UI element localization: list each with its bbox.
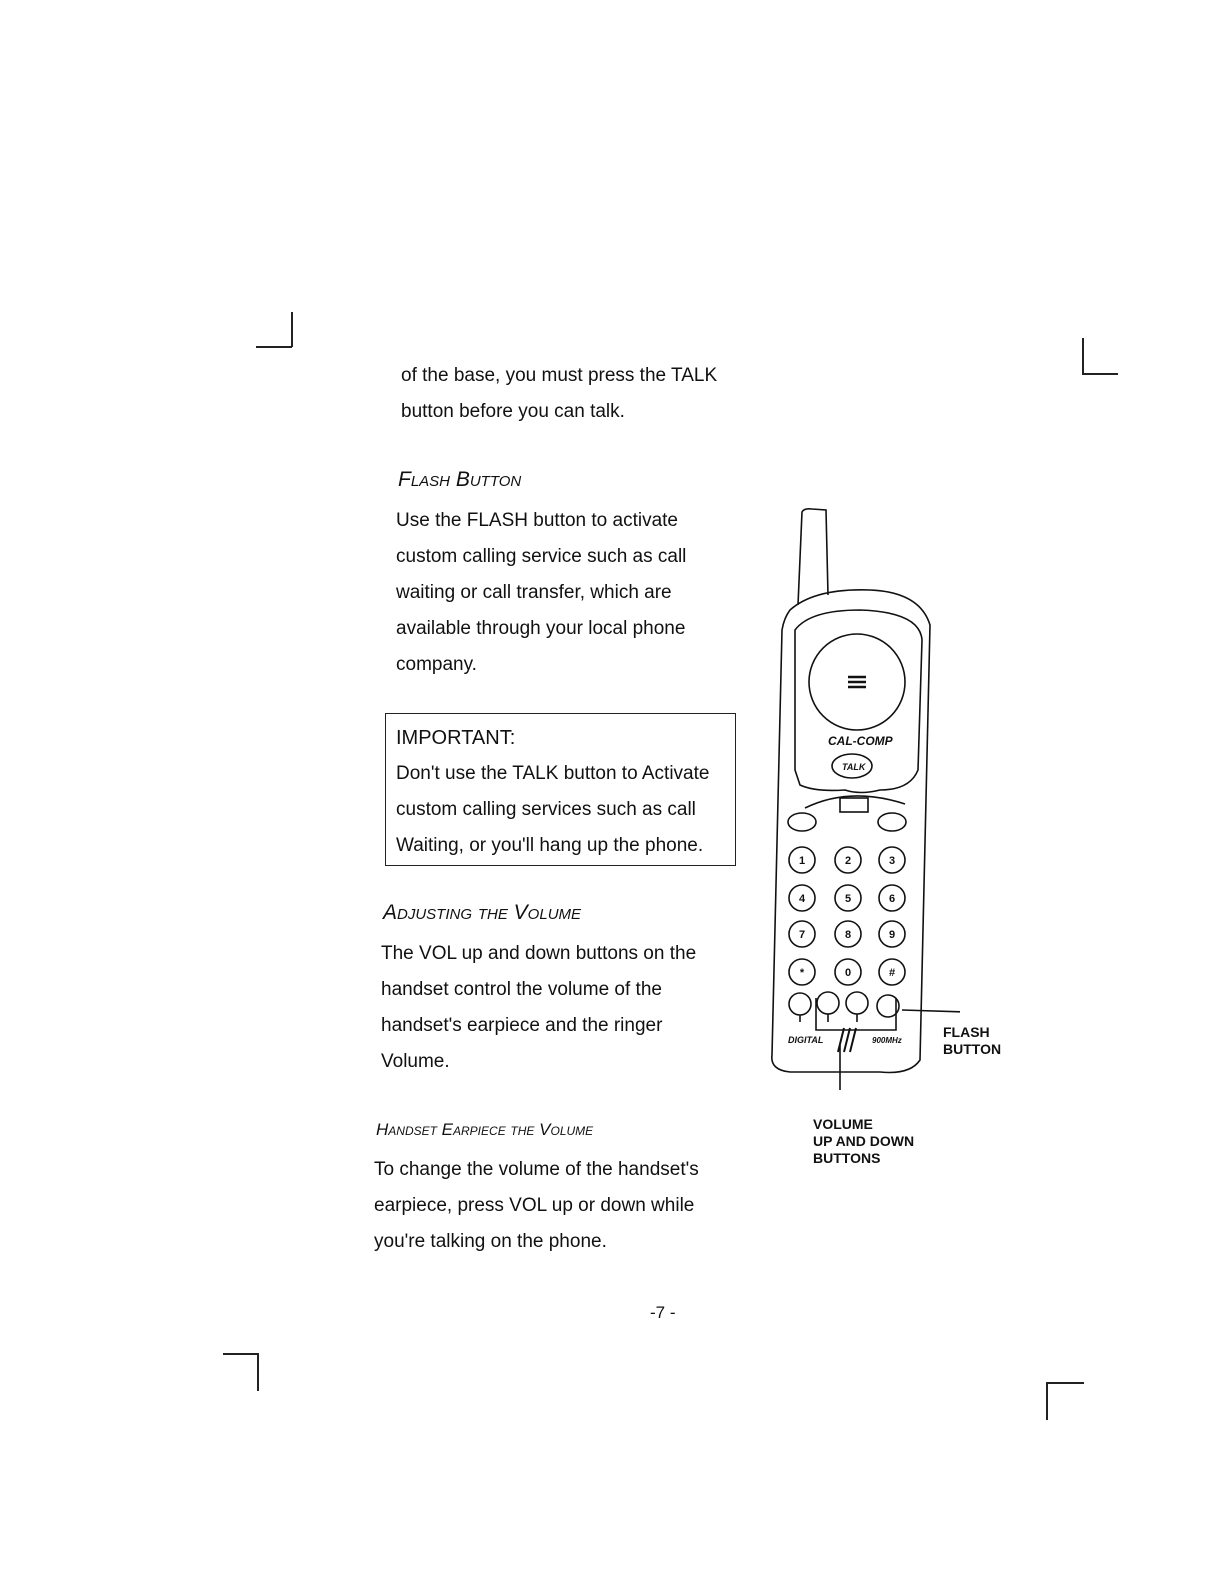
- flash-line: available through your local phone: [396, 618, 686, 639]
- volume-callout: [813, 1116, 914, 1167]
- crop-mark-top-right: [1082, 338, 1084, 374]
- keypad-key-label: 3: [888, 855, 896, 867]
- earpiece-line: you're talking on the phone.: [374, 1231, 607, 1252]
- keypad-key-label: 8: [844, 929, 852, 941]
- frequency-label: 900MHz: [872, 1036, 902, 1045]
- flash-paragraph: [396, 503, 686, 683]
- earpiece-paragraph: [374, 1152, 699, 1260]
- flash-line: Use the FLASH button to activate: [396, 510, 678, 531]
- keypad-key-label: 0: [844, 967, 852, 979]
- antenna: [798, 509, 828, 605]
- crop-mark-top-left: [291, 312, 293, 347]
- lower-buttons: [789, 992, 899, 1022]
- keypad: [789, 847, 905, 985]
- volume-line: handset control the volume of the: [381, 979, 662, 1000]
- keypad-key-label: #: [888, 967, 896, 979]
- keypad-key-label: 2: [844, 855, 852, 867]
- intro-line: of the base, you must press the TALK: [401, 365, 718, 386]
- keypad-key-label: 4: [798, 893, 806, 905]
- keypad-key-label: 9: [888, 929, 896, 941]
- brand-label: CAL-COMP: [828, 734, 893, 748]
- digital-label: DIGITAL: [788, 1035, 824, 1045]
- flash-leader: [902, 1010, 960, 1022]
- flash-heading: Flash Button: [398, 468, 522, 491]
- flash-line: custom calling service such as call: [396, 546, 687, 567]
- crop-mark-top-right: [1082, 373, 1118, 375]
- handset-figure: [760, 500, 960, 1090]
- volume-line: handset's earpiece and the ringer: [381, 1015, 663, 1036]
- important-line: Waiting, or you'll hang up the phone.: [396, 835, 704, 856]
- important-line: Don't use the TALK button to Activate: [396, 763, 710, 784]
- crop-mark-bottom-left: [223, 1353, 258, 1355]
- talk-label: TALK: [842, 762, 866, 772]
- crop-mark-top-left: [256, 346, 292, 348]
- important-title: IMPORTANT:: [396, 727, 516, 749]
- flash-line: company.: [396, 654, 477, 675]
- crop-mark-bottom-right: [1046, 1382, 1084, 1384]
- keypad-key-label: 7: [798, 929, 806, 941]
- keypad-key-label: 1: [798, 855, 806, 867]
- flash-line: waiting or call transfer, which are: [396, 582, 672, 603]
- page-number: -7 -: [650, 1303, 676, 1322]
- keypad-key-label: 6: [888, 893, 896, 905]
- keypad-key-label: 5: [844, 893, 852, 905]
- earpiece-line: To change the volume of the handset's: [374, 1159, 699, 1180]
- volume-paragraph: [381, 936, 696, 1080]
- earpiece-heading: Handset Earpiece the Volume: [376, 1120, 594, 1139]
- volume-heading: Adjusting the Volume: [383, 901, 582, 924]
- important-line: custom calling services such as call: [396, 799, 696, 820]
- volume-callout-line: BUTTONS: [813, 1150, 881, 1166]
- important-box: [385, 713, 736, 866]
- flash-callout-line: BUTTON: [943, 1041, 1002, 1057]
- crop-mark-bottom-right: [1046, 1382, 1048, 1420]
- volume-callout-line: VOLUME: [813, 1116, 873, 1132]
- crop-mark-bottom-left: [257, 1353, 259, 1391]
- volume-callout-line: UP AND DOWN: [813, 1133, 915, 1149]
- flash-callout-line: FLASH: [943, 1024, 990, 1040]
- volume-line: The VOL up and down buttons on the: [381, 943, 697, 964]
- keypad-key-label: *: [799, 967, 805, 979]
- flash-callout: [943, 1024, 1001, 1058]
- intro-paragraph: [401, 358, 717, 430]
- volume-line: Volume.: [381, 1051, 450, 1072]
- earpiece-line: earpiece, press VOL up or down while: [374, 1195, 695, 1216]
- intro-line: button before you can talk.: [401, 401, 625, 422]
